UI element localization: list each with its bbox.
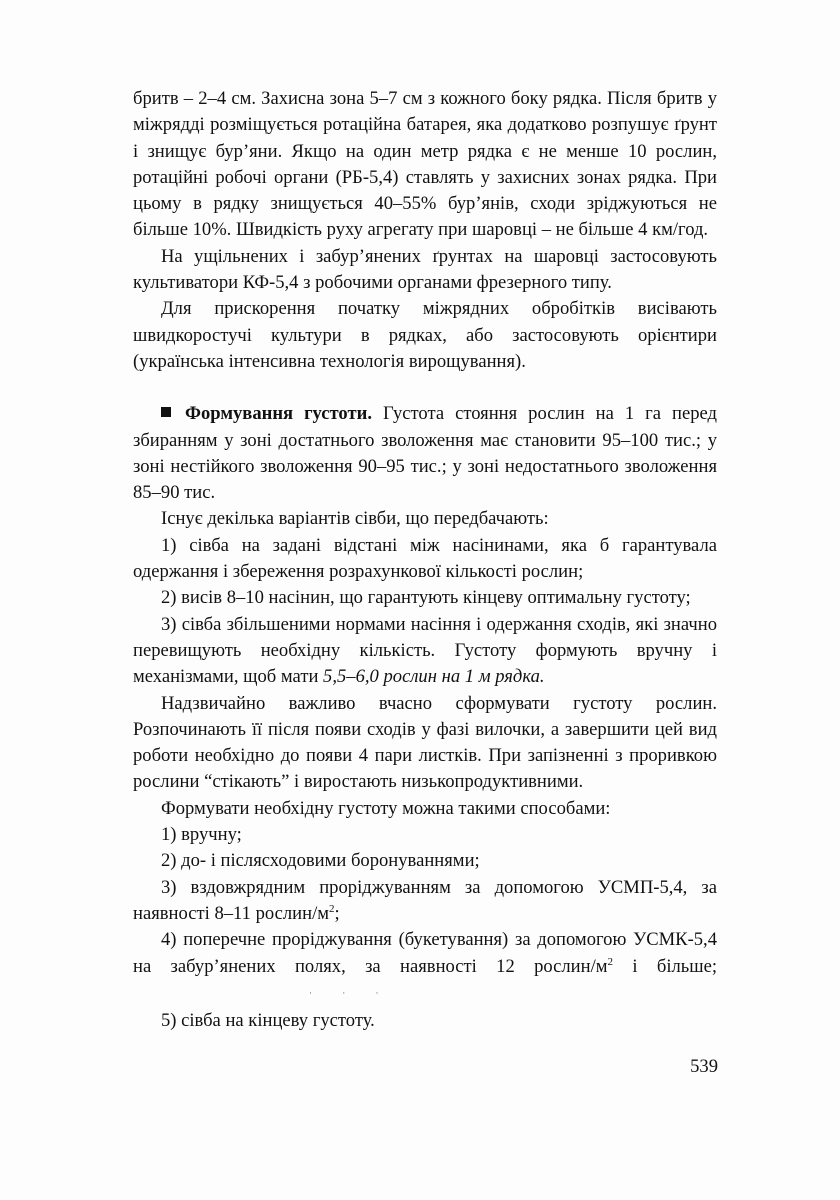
list-item-4-end: і більше; xyxy=(613,955,717,977)
list-item-3 xyxy=(133,875,717,928)
list-item-5: 5) сівба на кінцеву густоту. xyxy=(161,1010,375,1032)
list-item-1: 1) вручну; xyxy=(161,824,242,846)
list-item-4-sup: 2 xyxy=(607,955,614,968)
list-item-3-sup: 2 xyxy=(329,902,335,915)
section-paragraph xyxy=(133,401,717,506)
paragraph-9: Надзвичайно важливо вчасно сформувати густоту рослин. Розпочинають її після появи сходів у фазі вилочки, а завершити цей вид роботи необхідно до появи 4 пари листків. При запізненні з проривкою рослини “стікають” і виростають низькопродуктивними. xyxy=(133,692,717,793)
paragraph-6: 1) сівба на задані відстані між насінинами, яка б гарантувала одержання і збереження розрахункової кількості рослин; xyxy=(133,534,717,583)
section-gap xyxy=(133,375,717,401)
paragraph-7: 2) висів 8–10 насінин, що гарантують кінцеву оптимальну густоту; xyxy=(161,587,691,609)
list-item-4-text: 4) поперечне проріджування (букетування) за допомогою УСМК-5,4 на забур’янених полях, за наявності 12 рослин/м xyxy=(133,929,717,977)
section-text: Густота стояння рослин на 1 га перед збиранням у зоні достатнього зволоження має становити 95–100 тис.; у зоні нестійкого зволоження 90–95 тис.; у зоні недостатнього зволоження 85–90 тис. xyxy=(133,403,717,504)
paragraph-1: бритв – 2–4 см. Захисна зона 5–7 см з кожного боку рядка. Після бритв у міжрядді розміщується ротаційна батарея, яка додатково розпушує ґрунт і знищує бур’яни. Якщо на один метр рядка є не менше 10 рослин, ротаційні робочі органи (РБ-5,4) ставлять у захисних зонах рядка. При цьому в рядку знищується 40–55% бур’янів, сходи зріджуються не більше 10%. Швидкість руху агрегату при шаровці – не більше 4 км/год. xyxy=(133,88,717,241)
paragraph-2: На ущільнених і забур’янених ґрунтах на шаровці застосовують культиватори КФ-5,4 з робочими органами фрезерного типу. xyxy=(133,245,717,294)
paragraph-8 xyxy=(133,612,717,691)
scan-specks: · · · xyxy=(309,987,393,998)
paragraph-8-emphasis: 5,5–6,0 рослин на 1 м рядка. xyxy=(323,666,545,688)
text-column xyxy=(133,86,717,1034)
list-item-3-text: 3) вздовжрядним проріджуванням за допомогою УСМП-5,4, за наявності 8–11 рослин/м xyxy=(133,876,717,924)
paragraph-5: Існує декілька варіантів сівби, що передбачають: xyxy=(161,508,549,530)
section-title: Формування густоти. xyxy=(185,403,372,425)
list-item-3-end: ; xyxy=(334,902,340,924)
page-number: 539 xyxy=(690,1056,718,1077)
paragraph-3: Для прискорення початку міжрядних обробітків висівають швидкоростучі культури в рядках, або застосовують орієнтири (українська інтенсивна технологія вирощування). xyxy=(133,298,717,372)
paragraph-8-text: 3) сівба збільшеними нормами насіння і одержання сходів, які значно перевищують необхідну кількість. Густоту формують вручну і механізмами, щоб мати xyxy=(133,613,717,688)
list-item-4 xyxy=(133,927,717,1008)
square-bullet-icon xyxy=(161,407,171,417)
list-item-2: 2) до- і післясходовими боронуваннями; xyxy=(161,850,480,872)
paragraph-10: Формувати необхідну густоту можна такими способами: xyxy=(161,797,611,819)
